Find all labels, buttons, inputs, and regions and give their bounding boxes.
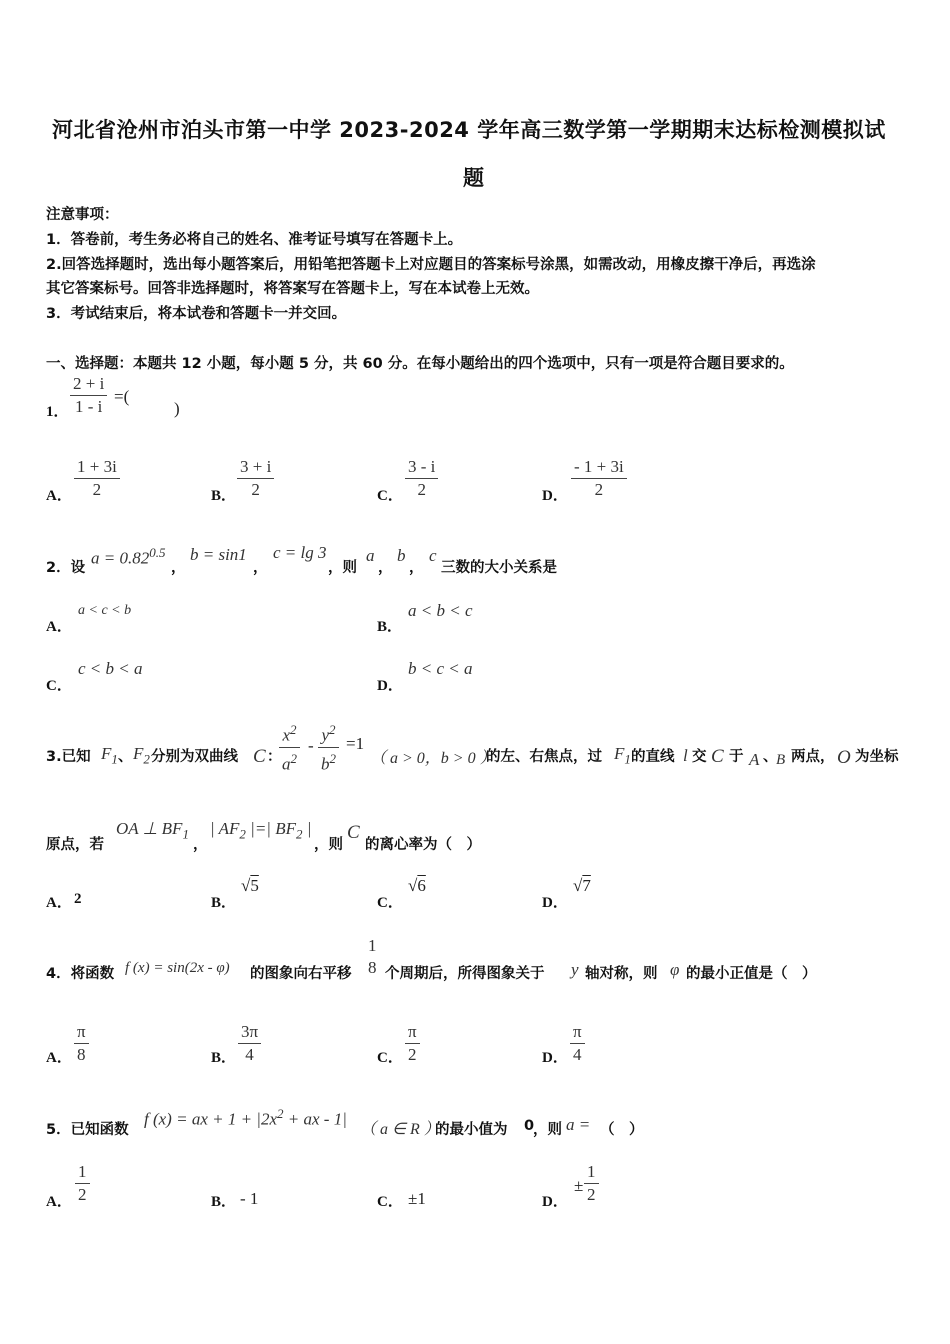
- q3-y: y: [321, 725, 330, 745]
- q3-y2: [318, 720, 338, 748]
- q4-fraction: [365, 936, 380, 978]
- q3-option-b-label: B．: [211, 895, 237, 911]
- q3-option-d: [573, 876, 591, 896]
- q4-option-d-den: 4: [573, 1045, 582, 1064]
- q3-cond-equal: [210, 819, 311, 842]
- sqrt-icon: √: [573, 876, 583, 895]
- q1-option-d-num: - 1 + 3i: [571, 457, 627, 479]
- q3-option-c: [408, 876, 426, 896]
- q3-option-c-label: C．: [377, 895, 403, 911]
- q2-a-exponent: 0.5: [149, 545, 166, 560]
- q1-option-c: [405, 457, 438, 500]
- notice-item-2: 2.回答选择题时，选出每小题答案后，用铅笔把答题卡上对应题目的答案标号涂黑，如需改动，用橡皮擦干净后，再选涂: [46, 257, 816, 273]
- q3-text-7: 两点，: [791, 749, 835, 765]
- q1-option-d: [571, 457, 627, 500]
- q3-condition: （ a > 0，b > 0 ）: [370, 750, 496, 767]
- q4-fraction-num: 1: [368, 936, 377, 955]
- q3-y-sup: 2: [329, 722, 336, 737]
- q3-cond-equal-sub-2: 2: [295, 826, 303, 842]
- q1-denominator: 1 - i: [74, 397, 103, 416]
- q3-comma: ，: [193, 837, 208, 853]
- q3-f1-b-sub: 1: [624, 751, 631, 767]
- q2-option-b-label: B．: [377, 619, 403, 635]
- q5-option-c: ±1: [408, 1189, 426, 1208]
- q3-option-d-label: D．: [542, 895, 568, 911]
- q3-b: b: [321, 754, 330, 774]
- q2-option-a: a < c < b: [78, 603, 132, 618]
- sqrt-icon: √: [408, 876, 418, 895]
- q5-zero: 0: [524, 1118, 535, 1134]
- q3-option-a-label: A．: [46, 895, 72, 911]
- q2-option-b: a < b < c: [408, 601, 473, 620]
- q3-dun-2: 、: [763, 749, 778, 765]
- q4-option-c-den: 2: [408, 1045, 417, 1064]
- q3-l: l: [683, 746, 688, 765]
- q5-option-d-num: 1: [584, 1162, 599, 1184]
- q3-text-5: 交: [692, 749, 707, 765]
- q4-option-d-num: π: [570, 1022, 585, 1044]
- q1-option-d-den: 2: [594, 480, 604, 499]
- q2-option-d: b < c < a: [408, 659, 473, 678]
- q5-option-a-den: 2: [78, 1185, 87, 1204]
- q3-A: A: [749, 750, 760, 769]
- q4-option-b: [238, 1022, 261, 1065]
- q3-text-11: 的离心率为（ ）: [365, 837, 481, 853]
- q2-then: ，则: [328, 560, 357, 576]
- q3-eq1: =1: [346, 734, 365, 753]
- q3-f1: [101, 744, 118, 767]
- q4-option-a-den: 8: [77, 1045, 86, 1064]
- q3-c-3: C: [347, 822, 360, 843]
- q1-fraction: [70, 374, 107, 417]
- q4-option-c: [405, 1022, 420, 1065]
- q3-x-sup: 2: [290, 722, 297, 737]
- q2-option-c: c < b < a: [78, 659, 143, 678]
- q4-text-4: 轴对称，则: [585, 966, 658, 982]
- q3-f2-letter: F: [133, 744, 144, 763]
- q5-condition: （ a ∈ R ）: [360, 1121, 440, 1138]
- q2-b-expr: b = sin1: [190, 545, 247, 564]
- q3-B: B: [776, 752, 786, 768]
- q3-cond-equal-sub-1: 2: [239, 826, 246, 842]
- q3-fraction-y: [318, 720, 339, 774]
- q4-option-d-label: D．: [542, 1050, 568, 1066]
- q4-option-b-num: 3π: [238, 1022, 261, 1044]
- q3-option-a: 2: [74, 891, 82, 907]
- q1-option-c-den: 2: [417, 480, 426, 499]
- q3-text-1: 3.已知: [46, 749, 91, 765]
- q3-dun: 、: [118, 749, 133, 765]
- q3-text-6: 于: [729, 749, 744, 765]
- q3-option-d-value: 7: [582, 876, 591, 895]
- section-heading: 一、选择题：本题共 12 小题，每小题 5 分，共 60 分。在每小题给出的四个选项中，只有一项是符合题目要求的。: [46, 356, 794, 372]
- notice-item-2-cont: 其它答案标号。回答非选择题时，将答案写在答题卡上，写在本试卷上无效。: [46, 281, 539, 297]
- q2-var-c: c: [429, 546, 437, 565]
- q5-option-a-label: A．: [46, 1194, 72, 1210]
- q3-text-4: 的直线: [631, 749, 675, 765]
- q2-suffix: 三数的大小关系是: [441, 560, 557, 576]
- q4-option-c-label: C．: [377, 1050, 403, 1066]
- q3-text-2: 分别为双曲线: [151, 749, 238, 765]
- q4-fraction-den: 8: [368, 958, 377, 977]
- q3-b-sup: 2: [329, 750, 336, 766]
- q5-function-sup: 2: [277, 1106, 284, 1121]
- q3-a: a: [282, 754, 291, 774]
- q1-option-a-num: 1 + 3i: [74, 457, 120, 479]
- q5-option-a: [75, 1162, 90, 1205]
- q1-option-a-den: 2: [92, 480, 102, 499]
- q1-option-b: [237, 457, 274, 500]
- q3-cond-equal-2: |=| BF: [245, 819, 296, 838]
- q3-b2: [318, 748, 339, 775]
- q3-f2-sub: 2: [143, 751, 150, 767]
- q3-text-8: 为坐标: [855, 749, 899, 765]
- q1-numerator: 2 + i: [70, 374, 107, 396]
- q2-comma-2: ，: [253, 560, 268, 576]
- q2-option-c-label: C．: [46, 678, 72, 694]
- q4-text-2: 的图象向右平移: [250, 966, 352, 982]
- q1-option-a-label: A．: [46, 488, 72, 504]
- q2-option-a-label: A．: [46, 619, 72, 635]
- notice-item-3: 3．考试结束后，将本试卷和答题卡一并交回。: [46, 306, 347, 322]
- q1-option-a: [74, 457, 120, 500]
- q2-option-d-label: D．: [377, 678, 403, 694]
- q2-a-text: a = 0.82: [91, 548, 150, 568]
- q5-function-tail: + ax - 1|: [283, 1109, 347, 1129]
- q5-function-head: f (x) = ax + 1 + |2x: [144, 1109, 278, 1129]
- q1-option-b-num: 3 + i: [237, 457, 274, 479]
- q3-option-c-value: 6: [417, 876, 426, 895]
- q5-option-b: - 1: [240, 1189, 259, 1208]
- q3-text-10: ，则: [314, 837, 343, 853]
- q3-c: C: [253, 746, 266, 767]
- q2-sep-1: ，: [378, 560, 393, 576]
- q4-function: f (x) = sin(2x - φ): [125, 960, 230, 976]
- q3-cond-equal-1: | AF: [210, 819, 240, 838]
- q4-text-3: 个周期后，所得图象关于: [385, 966, 545, 982]
- q3-colon: ：: [267, 749, 282, 765]
- q3-f1-b-letter: F: [614, 744, 625, 763]
- q2-a-expr: [91, 545, 165, 569]
- q3-minus: -: [308, 736, 314, 755]
- q4-y: y: [571, 960, 579, 979]
- q1-option-b-den: 2: [251, 480, 260, 499]
- q3-option-b-value: 5: [250, 876, 259, 895]
- q1-number: 1．: [46, 404, 69, 420]
- q1-option-c-num: 3 - i: [405, 457, 438, 479]
- q3-cond-perp-sub: 1: [182, 826, 189, 842]
- q4-option-a-label: A．: [46, 1050, 72, 1066]
- q3-c-2: C: [711, 746, 724, 767]
- q2-comma-1: ，: [171, 560, 186, 576]
- q2-prefix: 2．设: [46, 560, 86, 576]
- q5-option-d-label: D．: [542, 1194, 568, 1210]
- q4-option-a-num: π: [74, 1022, 89, 1044]
- q4-option-c-num: π: [405, 1022, 420, 1044]
- q3-option-b: [241, 876, 259, 896]
- page-title: 河北省沧州市泊头市第一中学 2023-2024 学年高三数学第一学期期末达标检测模拟试: [52, 118, 886, 142]
- notice-item-1: 1．答卷前，考生务必将自己的姓名、准考证号填写在答题卡上。: [46, 232, 463, 248]
- q5-text-4: （ ）: [600, 1122, 644, 1138]
- q5-text-1: 5．已知函数: [46, 1122, 129, 1138]
- q1-option-c-label: C．: [377, 488, 403, 504]
- q5-option-c-label: C．: [377, 1194, 403, 1210]
- q3-f1-letter: F: [101, 744, 112, 763]
- q4-option-b-label: B．: [211, 1050, 237, 1066]
- q1-option-d-label: D．: [542, 488, 568, 504]
- q2-var-b: b: [397, 546, 406, 565]
- q5-option-d-pm: ±: [574, 1176, 584, 1195]
- q4-option-a: [74, 1022, 89, 1065]
- q5-function: [144, 1106, 347, 1130]
- q1-option-b-label: B．: [211, 488, 237, 504]
- q2-var-a: a: [366, 546, 375, 565]
- q5-text-2: 的最小值为: [435, 1122, 508, 1138]
- q5-option-a-num: 1: [75, 1162, 90, 1184]
- q3-text-9: 原点，若: [46, 837, 104, 853]
- q3-x2: [279, 720, 299, 748]
- q3-f2: [133, 744, 150, 767]
- q4-option-b-den: 4: [245, 1045, 254, 1064]
- q5-option-d: [584, 1162, 599, 1205]
- q5-option-b-label: B．: [211, 1194, 237, 1210]
- q4-phi: φ: [670, 960, 680, 979]
- q3-a2: [279, 748, 300, 775]
- q3-fraction-x: [279, 720, 300, 774]
- page-title-cont: 题: [463, 166, 485, 190]
- q1-equals: =(: [114, 387, 130, 406]
- sqrt-icon: √: [241, 876, 251, 895]
- q3-cond-perp-text: OA ⊥ BF: [116, 819, 183, 838]
- notice-heading: 注意事项：: [46, 207, 119, 223]
- q5-text-3: ，则: [533, 1122, 562, 1138]
- q4-text-1: 4．将函数: [46, 966, 115, 982]
- q3-cond-perp: [116, 819, 189, 842]
- q3-x: x: [282, 725, 291, 745]
- q3-f1-b: [614, 744, 631, 767]
- q4-option-d: [570, 1022, 585, 1065]
- q3-O: O: [837, 747, 851, 768]
- q3-cond-equal-3: |: [302, 819, 312, 838]
- q1-close: ): [174, 399, 180, 418]
- q4-text-5: 的最小正值是（ ）: [686, 966, 817, 982]
- q5-option-d-den: 2: [587, 1185, 596, 1204]
- q5-a: a =: [566, 1115, 591, 1134]
- q3-f1-sub: 1: [111, 751, 118, 767]
- q2-c-expr: c = lg 3: [273, 543, 327, 562]
- q3-text-3: 的左、右焦点，过: [486, 749, 602, 765]
- q3-a-sup: 2: [290, 750, 297, 766]
- q2-sep-2: ，: [409, 560, 424, 576]
